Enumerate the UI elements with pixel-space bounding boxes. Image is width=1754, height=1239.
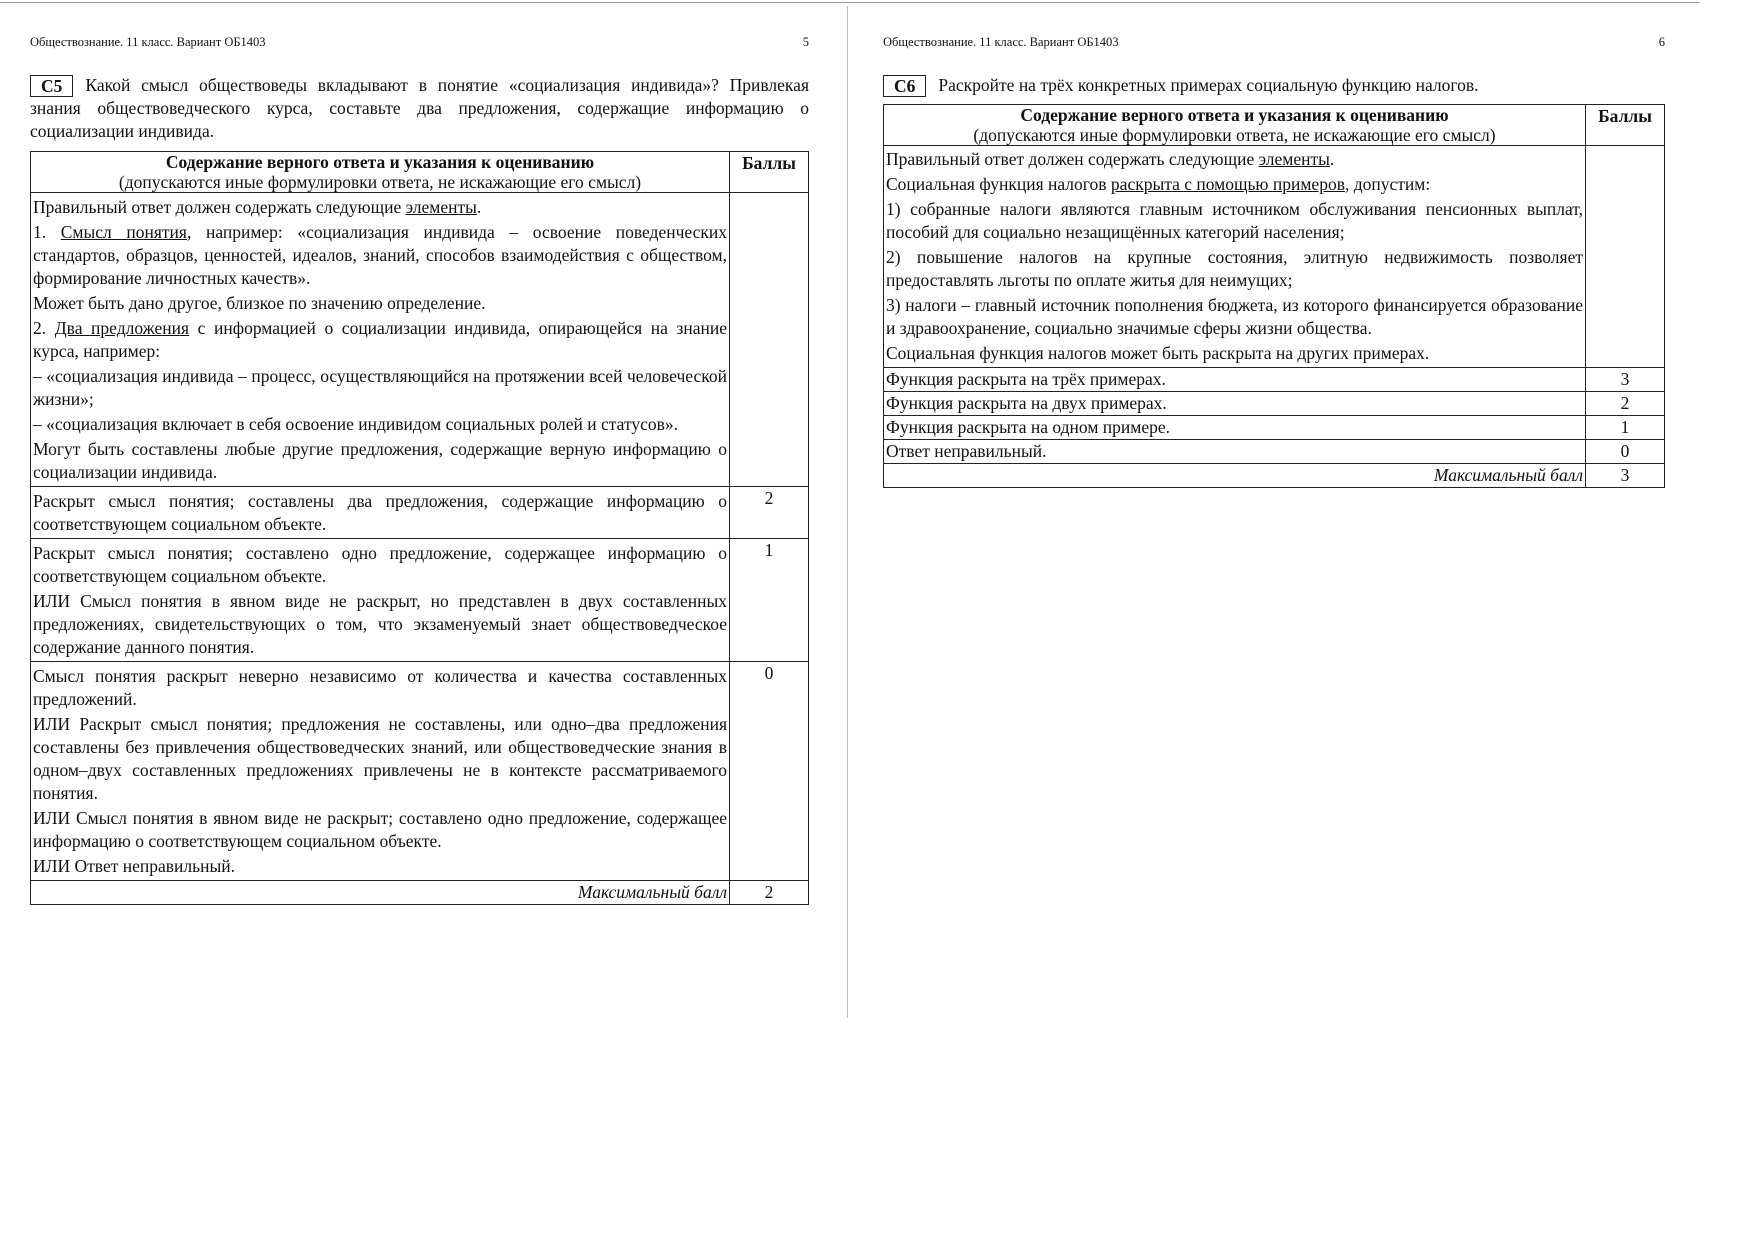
criterion-score: 0 [730,662,809,881]
criterion-score: 1 [1586,416,1665,440]
criterion-score: 1 [730,539,809,662]
max-score-row [884,464,1665,488]
table-header-row [31,152,809,193]
header-title: Обществознание. 11 класс. Вариант ОБ1403 [30,35,266,49]
criterion-row: Раскрыт смысл понятия; составлены два предложения, содержащие информацию о соответствующем социальном объекте. 2 [31,487,809,539]
header-sub: (допускаются иные формулировки ответа, не искажающие его смысл) [973,125,1496,145]
task-text: Раскройте на трёх конкретных примерах социальную функцию налогов. [938,75,1479,95]
score-column-header: Баллы [1586,105,1665,146]
criterion-score: 3 [1586,368,1665,392]
empty-score-cell [1586,146,1665,368]
max-score-label: Максимальный балл [31,881,730,905]
task-label: С6 [883,75,926,97]
criterion-score: 0 [1586,440,1665,464]
criterion-row: Раскрыт смысл понятия; составлено одно предложение, содержащее информацию о соответствующем социальном объекте. ИЛИ Смысл понятия в явном виде не раскрыт, но представлен в двух составленных предложениях, свидетельствующих о том, что экзаменуемый знает обществоведческое содержание данного понятия. 1 [31,539,809,662]
criterion-score: 2 [1586,392,1665,416]
grading-table-c5 [30,151,809,905]
header-sub: (допускаются иные формулировки ответа, не искажающие его смысл) [118,172,642,192]
empty-score-cell [730,193,809,487]
page-divider [847,6,848,1018]
page-number: 6 [1658,35,1665,49]
max-score-value: 2 [730,881,809,905]
answer-content: Правильный ответ должен содержать следующие элементы. Социальная функция налогов раскрыта с помощью примеров, допустим: 1) собранные налоги являются главным источником обслуживания пенсионных выплат, пособий для социально незащищённых категорий населения; 2) повышение налогов на крупные состояния, элитную недвижимость позволяет предоставлять льготы по оплате житья для неимущих; 3) налоги – главный источник пополнения бюджета, из которого финансируется образование и здравоохранение, социально значимые сферы жизни общества. Социальная функция налогов может быть раскрыта на других примерах. [884,146,1586,368]
max-score-label: Максимальный балл [884,464,1586,488]
max-score-row [31,881,809,905]
criterion-row: Функция раскрыта на одном примере. 1 [884,416,1665,440]
criterion-row: Смысл понятия раскрыт неверно независимо от количества и качества составленных предложений. ИЛИ Раскрыт смысл понятия; предложения не составлены, или одно–два предложения составлены без привлечения обществоведческих знаний, или обществоведческие знания в одном–двух составленных предложениях привлечены не в контексте рассматриваемого понятия. ИЛИ Смысл понятия в явном виде не раскрыт; составлено одно предложение, содержащее информацию о соответствующем социальном объекте. ИЛИ Ответ неправильный. 0 [31,662,809,881]
max-score-value: 3 [1586,464,1665,488]
task-label: С5 [30,75,73,97]
content-column-header [884,105,1586,146]
header-main: Содержание верного ответа и указания к оцениванию [1020,105,1449,125]
page-header [30,35,809,50]
page-number: 5 [802,35,809,49]
answer-content: Правильный ответ должен содержать следующие элементы. 1. Смысл понятия, например: «социализация индивида – освоение поведенческих стандартов, образцов, ценностей, идеалов, знаний, способов взаимодействия с обществом, формирование личностных качеств». Может быть дано другое, близкое по значению определение. 2. Два предложения с информацией о социализации индивида, опирающейся на знание курса, например: – «социализация индивида – процесс, осуществляющийся на протяжении всей человеческой жизни»; – «социализация включает в себя освоение индивидом социальных ролей и статусов». Могут быть составлены любые другие предложения, содержащие верную информацию о социализации индивида. [31,193,730,487]
content-column-header [31,152,730,193]
criterion-row: Функция раскрыта на трёх примерах. 3 [884,368,1665,392]
top-rule [0,2,1700,3]
score-column-header: Баллы [730,152,809,193]
answer-content-row [31,193,809,487]
task-c5 [30,74,809,143]
criterion-row: Функция раскрыта на двух примерах. 2 [884,392,1665,416]
header-main: Содержание верного ответа и указания к оцениванию [165,152,595,172]
page-header [883,35,1665,50]
criterion-score: 2 [730,487,809,539]
answer-content-row [884,146,1665,368]
header-title: Обществознание. 11 класс. Вариант ОБ1403 [883,35,1119,49]
task-c6 [883,74,1665,97]
criterion-row: Ответ неправильный. 0 [884,440,1665,464]
grading-table-c6 [883,104,1665,488]
table-header-row [884,105,1665,146]
task-text: Какой смысл обществоведы вкладывают в понятие «социализация индивида»? Привлекая знания обществоведческого курса, составьте два предложения, содержащие информацию о социализации индивида. [30,75,809,141]
